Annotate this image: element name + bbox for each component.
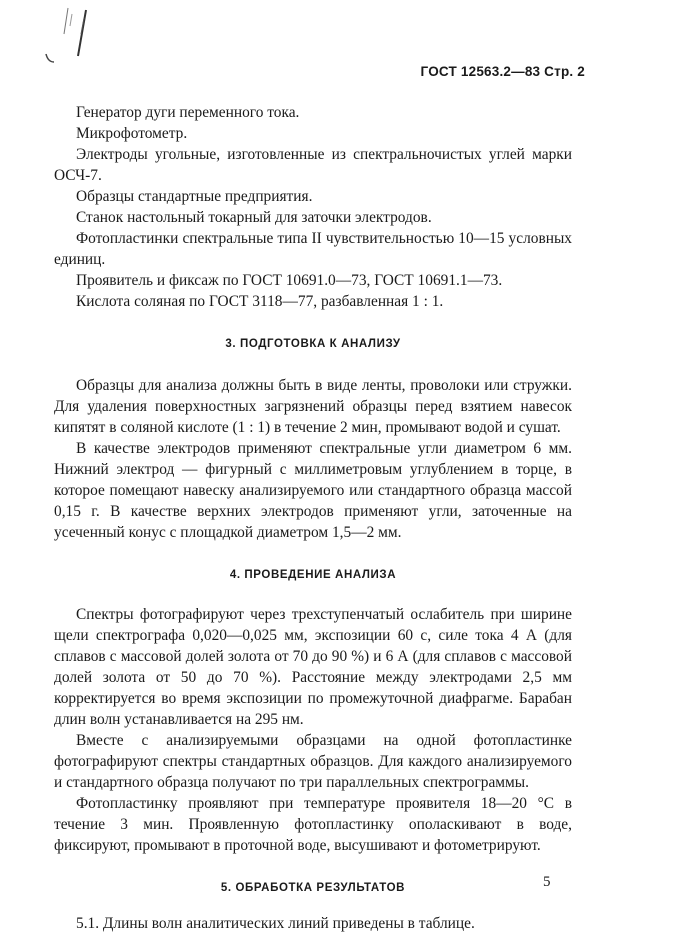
section-5-heading: 5. ОБРАБОТКА РЕЗУЛЬТАТОВ [220,882,406,894]
section-4-heading: 4. ПРОВЕДЕНИЕ АНАЛИЗА [229,569,397,581]
document-body [54,102,572,934]
section-3-paragraph: В качестве электродов применяют спектральные угли диаметром 6 мм. Нижний электрод — фигурный с миллиметровым углублением в торце, в которое помещают навеску анализируемого или стандартного образца массой 0,15 г. В качестве верхних электродов применяют угли, заточенные на усеченный конус с площадкой диаметром 1,5—2 мм. [54,440,572,541]
intro-line: Электроды угольные, изготовленные из спектральночистых углей марки ОСЧ-7. [54,146,572,184]
document-header: ГОСТ 12563.2—83 Стр. 2 [420,64,585,79]
intro-line: Кислота соляная по ГОСТ 3118—77, разбавленная 1 : 1. [76,293,444,310]
intro-line: Генератор дуги переменного тока. [76,104,300,121]
section-4-paragraph: Спектры фотографируют через трехступенчатый ослабитель при ширине щели спектрографа 0,020—0,025 мм, экспозиции 60 с, силе тока 4 А (для сплавов с массовой долей золота от 70 до 90 %) и 6 А (для сплавов с массовой долей золота от 50 до 70 %). Расстояние между электродами 2,5 мм корректируется во время экспозиции по промежуточной диафрагме. Барабан длин волн устанавливается на 295 нм. [54,606,572,728]
intro-line: Станок настольный токарный для заточки электродов. [76,209,432,226]
intro-line: Образцы стандартные предприятия. [76,188,313,205]
section-5-paragraph: 5.1. Длины волн аналитических линий приведены в таблице. [76,915,475,932]
section-3-paragraph: Образцы для анализа должны быть в виде ленты, проволоки или стружки. Для удаления поверхностных загрязнений образцы перед взятием навесок кипятят в соляной кислоте (1 : 1) в течение 2 мин, промывают водой и сушат. [54,377,572,436]
intro-line: Микрофотометр. [76,125,188,142]
section-3-heading: 3. ПОДГОТОВКА К АНАЛИЗУ [225,338,401,350]
scan-artifact-marks [40,4,90,70]
section-4-paragraph: Фотопластинку проявляют при температуре проявителя 18—20 °С в течение 3 мин. Проявленную фотопластинку ополаскивают в воде, фиксируют, промывают в проточной воде, высушивают и фотометрируют. [54,795,572,854]
intro-line: Фотопластинки спектральные типа II чувствительностью 10—15 условных единиц. [54,230,572,268]
page-number: 5 [543,874,551,890]
section-4-paragraph: Вместе с анализируемыми образцами на одной фотопластинке фотографируют спектры стандартных образцов. Для каждого анализируемого и стандартного образца получают по три параллельных спектрограммы. [54,732,572,791]
intro-line: Проявитель и фиксаж по ГОСТ 10691.0—73, ГОСТ 10691.1—73. [76,272,503,289]
